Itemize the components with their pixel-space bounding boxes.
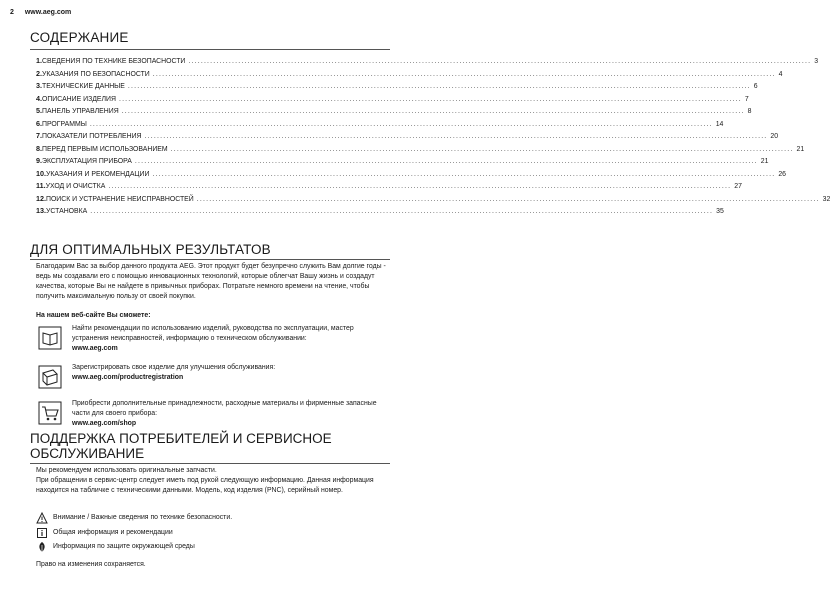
toc-leader-dots: ........................................................................................................................................................................................................ <box>152 170 776 178</box>
toc-row[interactable] <box>36 118 724 131</box>
toc-page-number: 14 <box>715 120 724 128</box>
toc-row[interactable] <box>36 143 805 156</box>
results-title: ДЛЯ ОПТИМАЛЬНЫХ РЕЗУЛЬТАТОВ <box>30 242 271 257</box>
toc-label: ПЕРЕД ПЕРВЫМ ИСПОЛЬЗОВАНИЕМ <box>42 145 168 153</box>
registration-form-icon <box>38 365 62 389</box>
results-divider <box>30 259 390 260</box>
toc-label: ОПИСАНИЕ ИЗДЕЛИЯ <box>42 95 116 103</box>
toc-row[interactable] <box>36 93 749 106</box>
toc-number: 6. <box>36 118 42 128</box>
toc-leader-dots: ........................................................................................................................................................................................................ <box>121 108 745 115</box>
toc-row[interactable] <box>36 155 769 168</box>
page-number: 2 <box>10 9 14 16</box>
toc-leader-dots: ........................................................................................................................................................................................................ <box>196 195 820 203</box>
toc-number: 4. <box>36 93 42 103</box>
toc-page-number: 4 <box>778 70 783 78</box>
toc-label: ПАНЕЛЬ УПРАВЛЕНИЯ <box>42 108 119 115</box>
website-link[interactable]: www.aeg.com <box>24 9 72 16</box>
toc-page-number: 32 <box>822 195 830 203</box>
toc-row[interactable] <box>36 130 779 143</box>
manual-book-icon <box>38 326 62 350</box>
toc-row[interactable] <box>36 180 742 193</box>
page-header <box>10 9 80 16</box>
support-text <box>36 466 388 496</box>
feature-link[interactable]: www.aeg.com/shop <box>72 420 137 427</box>
toc-number: 2. <box>36 68 42 78</box>
toc-label: ЭКСПЛУАТАЦИЯ ПРИБОРА <box>42 158 132 165</box>
toc-page-number: 27 <box>734 183 742 190</box>
feature-shop <box>36 399 392 429</box>
toc-number: 7. <box>36 131 42 140</box>
toc-number: 1. <box>36 56 42 65</box>
toc-title: СОДЕРЖАНИЕ <box>30 30 129 45</box>
toc-page-number: 3 <box>814 58 819 65</box>
toc-page-number: 8 <box>747 108 752 115</box>
toc-row[interactable] <box>36 80 758 93</box>
toc-number: 5. <box>36 106 42 115</box>
toc-leader-dots: ........................................................................................................................................................................................................ <box>188 58 812 65</box>
toc-label: УХОД И ОЧИСТКА <box>45 183 106 190</box>
toc-number: 13. <box>36 206 46 215</box>
toc-number: 10. <box>36 168 46 178</box>
toc-page-number: 20 <box>770 133 779 140</box>
toc-label: УКАЗАНИЯ ПО БЕЗОПАСНОСТИ <box>42 70 150 78</box>
toc-label: УСТАНОВКА <box>46 208 88 215</box>
toc-row[interactable] <box>36 205 724 218</box>
toc-label: ПОИСК И УСТРАНЕНИЕ НЕИСПРАВНОСТЕЙ <box>46 195 194 203</box>
rights-notice: Право на изменения сохраняется. <box>36 561 146 568</box>
toc-page-number: 35 <box>716 208 724 215</box>
toc-page-number: 21 <box>796 145 805 153</box>
support-title: ПОДДЕРЖКА ПОТРЕБИТЕЛЕЙ И СЕРВИСНОЕ ОБСЛУЖИВАНИЕ <box>30 431 332 461</box>
toc-page-number: 21 <box>760 158 769 165</box>
support-paragraph-2: При обращении в сервис-центр следует иметь под рукой следующую информацию. Данная информация находится на табличке с техническими данными. Модель, код изделия (PNC), серийный номер. <box>36 477 374 494</box>
website-heading: На нашем веб-сайте Вы сможете: <box>36 312 151 319</box>
toc-leader-dots: ........................................................................................................................................................................................................ <box>144 133 768 140</box>
legend-text: Внимание / Важные сведения по технике безопасности. <box>53 514 233 521</box>
legend-warning <box>36 512 376 525</box>
toc-label: СВЕДЕНИЯ ПО ТЕХНИКЕ БЕЗОПАСНОСТИ <box>42 58 186 65</box>
toc-row[interactable] <box>36 68 783 81</box>
feature-text: Зарегистрировать свое изделие для улучшения обслуживания: <box>72 364 276 371</box>
toc-label: УКАЗАНИЯ И РЕКОМЕНДАЦИИ <box>46 170 150 178</box>
toc-leader-dots: ........................................................................................................................................................................................................ <box>90 208 714 215</box>
toc-leader-dots: ........................................................................................................................................................................................................ <box>108 183 732 190</box>
toc-row[interactable] <box>36 105 752 118</box>
warning-triangle-icon <box>36 512 48 524</box>
toc-number: 3. <box>36 81 42 90</box>
toc-label: ПОКАЗАТЕЛИ ПОТРЕБЛЕНИЯ <box>42 133 142 140</box>
info-icon <box>36 527 48 539</box>
toc-row[interactable] <box>36 193 830 206</box>
intro-paragraph: Благодарим Вас за выбор данного продукта AEG. Этот продукт будет безупречно служить Вам долгие годы - ведь мы создавали его с помощью инновационных технологий, которые облегчат Вашу жизнь и создадут качества, которые Вы не найдете в привычных приборах. Потратьте немного времени на чтение, чтобы получить максимальную пользу от своей покупки. <box>36 263 386 300</box>
legend-info <box>36 527 376 540</box>
toc-number: 11. <box>36 181 46 190</box>
feature-registration <box>36 363 392 393</box>
toc-leader-dots: ........................................................................................................................................................................................................ <box>152 70 776 78</box>
support-paragraph-1: Мы рекомендуем использовать оригинальные запчасти. <box>36 467 217 474</box>
legend-text: Общая информация и рекомендации <box>53 529 173 536</box>
toc-row[interactable] <box>36 55 819 68</box>
toc-leader-dots: ........................................................................................................................................................................................................ <box>89 120 713 128</box>
toc-number: 12. <box>36 193 46 203</box>
table-of-contents <box>36 55 830 218</box>
toc-page-number: 6 <box>753 83 758 90</box>
feature-link[interactable]: www.aeg.com <box>72 345 118 352</box>
feature-manuals <box>36 324 392 354</box>
toc-label: ПРОГРАММЫ <box>42 120 87 128</box>
support-divider <box>30 463 390 464</box>
toc-leader-dots: ........................................................................................................................................................................................................ <box>170 145 794 153</box>
environment-leaf-icon <box>36 541 48 553</box>
feature-text: Приобрести дополнительные принадлежности, расходные материалы и фирменные запасные части для своего прибора: <box>72 400 377 417</box>
toc-row[interactable] <box>36 168 786 181</box>
feature-link[interactable]: www.aeg.com/productregistration <box>72 374 184 381</box>
toc-page-number: 7 <box>744 95 749 103</box>
toc-page-number: 26 <box>778 170 786 178</box>
legend-environment <box>36 541 376 554</box>
toc-number: 8. <box>36 143 42 153</box>
toc-leader-dots: ........................................................................................................................................................................................................ <box>127 83 751 90</box>
toc-number: 9. <box>36 156 42 165</box>
toc-divider <box>30 49 390 50</box>
toc-leader-dots: ........................................................................................................................................................................................................ <box>118 95 742 103</box>
toc-leader-dots: ........................................................................................................................................................................................................ <box>134 158 758 165</box>
shopping-cart-icon <box>38 401 62 425</box>
feature-text: Найти рекомендации по использованию изделий, руководства по эксплуатации, мастер устранения неисправностей, информацию о техническом обслуживании: <box>72 325 354 342</box>
toc-label: ТЕХНИЧЕСКИЕ ДАННЫЕ <box>42 83 125 90</box>
legend-text: Информация по защите окружающей среды <box>53 543 195 550</box>
